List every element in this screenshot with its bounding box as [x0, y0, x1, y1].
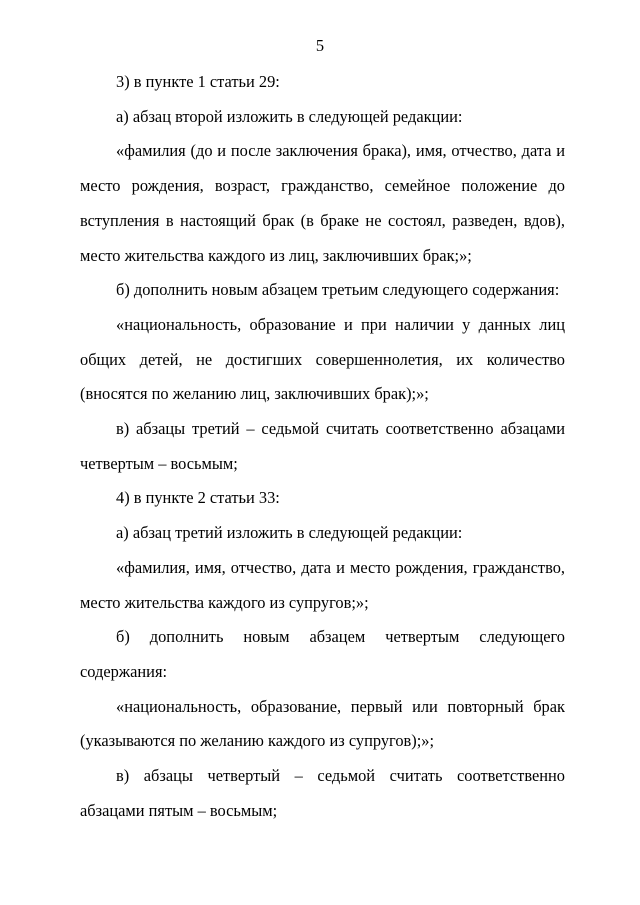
paragraph: в) абзацы третий – седьмой считать соответственно абзацами четвертым – восьмым;	[80, 419, 565, 473]
paragraph: б) дополнить новым абзацем четвертым следующего содержания:	[80, 627, 565, 681]
paragraph: б) дополнить новым абзацем третьим следующего содержания:	[116, 280, 560, 300]
paragraph: а) абзац третий изложить в следующей редакции:	[116, 523, 463, 543]
paragraph: 3) в пункте 1 статьи 29:	[116, 72, 280, 91]
paragraph: «национальность, образование, первый или повторный брак (указываются по желанию каждого из супругов);»;	[80, 696, 565, 751]
paragraph: в) абзацы четвертый – седьмой считать соответственно абзацами пятым – восьмым;	[80, 766, 565, 820]
paragraph: 4) в пункте 2 статьи 33:	[116, 488, 280, 508]
paragraph: «фамилия (до и после заключения брака), имя, отчество, дата и место рождения, возраст, гражданство, семейное положение до вступления в настоящий брак (в браке не состоял, разведен, вдов), место жительства каждого из лиц, заключивших брак;»;	[80, 141, 565, 265]
paragraph: а) абзац второй изложить в следующей редакции:	[116, 106, 463, 126]
paragraph: «фамилия, имя, отчество, дата и место рождения, гражданство, место жительства каждого из супругов;»;	[80, 557, 565, 612]
page-number: 5	[315, 36, 325, 55]
paragraph: «национальность, образование и при наличии у данных лиц общих детей, не достигших совершеннолетия, их количество (вносятся по желанию лиц, заключивших брак);»;	[80, 314, 565, 404]
document-body	[80, 65, 565, 828]
